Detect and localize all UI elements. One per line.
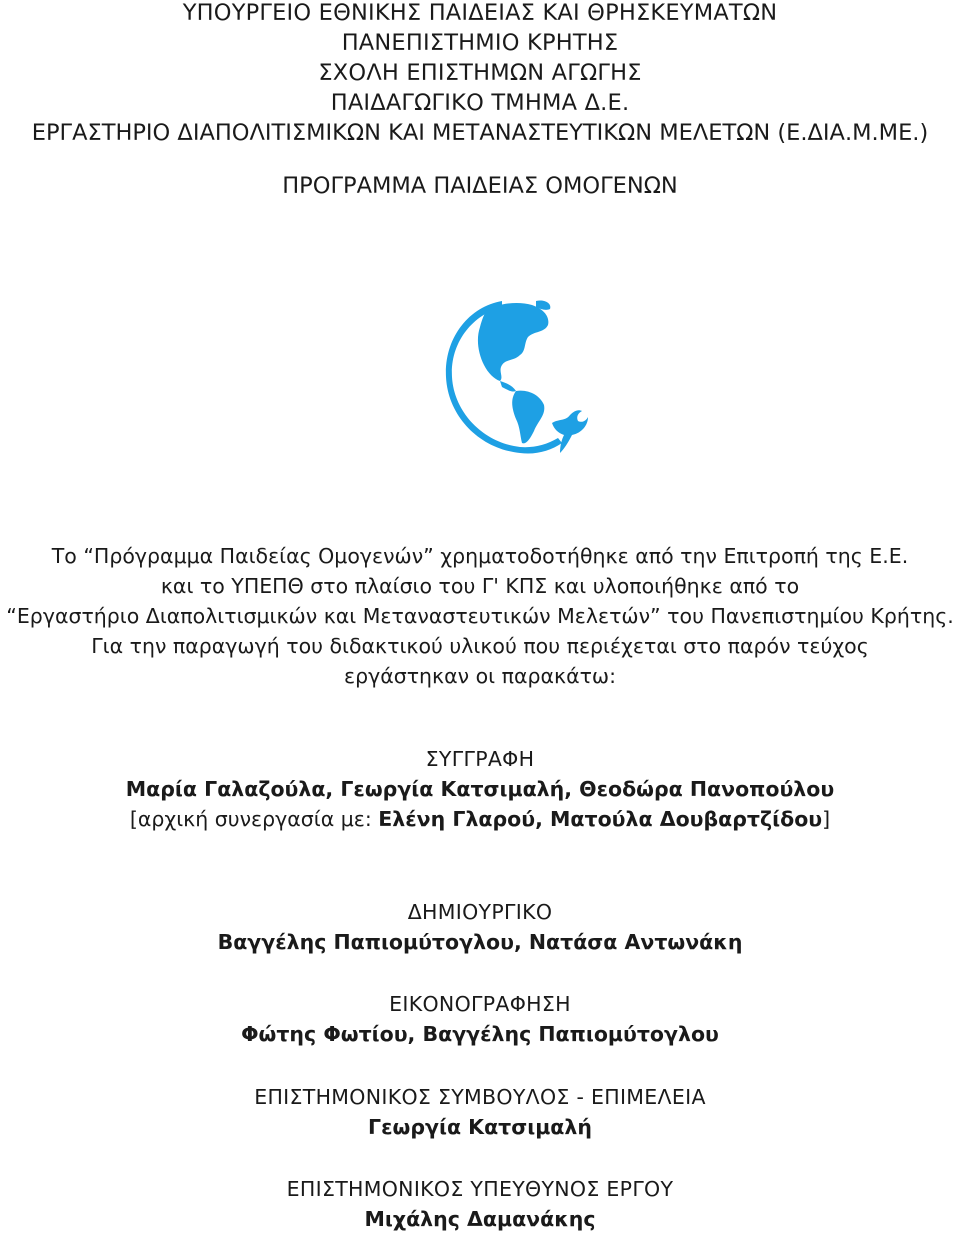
intro-line: εργάστηκαν οι παρακάτω:	[343, 664, 616, 688]
intro-line: και το ΥΠΕΠΘ στο πλαίσιο του Γ' ΚΠΣ και υλοποιήθηκε από το	[160, 574, 800, 598]
collab-names: Ελένη Γλαρού, Ματούλα Δουβαρτζίδου	[378, 807, 823, 831]
intro-line: “Εργαστήριο Διαπολιτισμικών και Μεταναστευτικών Μελετών” του Πανεπιστημίου Κρήτης.	[6, 604, 954, 628]
collaboration-line	[0, 804, 960, 834]
intro-line: Για την παραγωγή του διδακτικού υλικού που περιέχεται στο παρόν τεύχος	[91, 634, 869, 658]
header-laboratory: ΕΡΓΑΣΤΗΡΙΟ ΔΙΑΠΟΛΙΤΙΣΜΙΚΩΝ ΚΑΙ ΜΕΤΑΝΑΣΤΕΥΤΙΚΩΝ ΜΕΛΕΤΩΝ (Ε.ΔΙΑ.Μ.ΜΕ.)	[31, 120, 929, 146]
role-scientific-advisor: ΕΠΙΣΤΗΜΟΝΙΚΟΣ ΣΥΜΒΟΥΛΟΣ - ΕΠΙΜΕΛΕΙΑ	[254, 1085, 706, 1109]
credits-writing	[0, 744, 960, 834]
institution-header	[0, 0, 960, 148]
names-scientific-lead: Μιχάλης Δαμανάκης	[364, 1207, 596, 1231]
header-department: ΠΑΙΔΑΓΩΓΙΚΟ ΤΜΗΜΑ Δ.Ε.	[330, 90, 630, 116]
names-writing: Μαρία Γαλαζούλα, Γεωργία Κατσιμαλή, Θεοδώρα Πανοπούλου	[125, 777, 835, 801]
program-title: ΠΡΟΓΡΑΜΜΑ ΠΑΙΔΕΙΑΣ ΟΜΟΓΕΝΩΝ	[282, 173, 678, 199]
funding-statement	[0, 541, 960, 691]
collab-prefix: [αρχική συνεργασία με:	[129, 807, 379, 831]
globe-logo	[440, 293, 590, 473]
collab-suffix: ]	[822, 807, 831, 831]
globe-with-swallow-icon	[440, 293, 590, 473]
header-university: ΠΑΝΕΠΙΣΤΗΜΙΟ ΚΡΗΤΗΣ	[341, 30, 619, 56]
intro-line: Το “Πρόγραμμα Παιδείας Ομογενών” χρηματοδοτήθηκε από την Επιτροπή της Ε.Ε.	[51, 544, 909, 568]
names-illustration: Φώτης Φωτίου, Βαγγέλης Παπιομύτογλου	[241, 1022, 719, 1046]
role-creative: ΔΗΜΙΟΥΡΓΙΚΟ	[407, 900, 553, 924]
role-scientific-lead: ΕΠΙΣΤΗΜΟΝΙΚΟΣ ΥΠΕΥΘΥΝΟΣ ΕΡΓΟΥ	[286, 1177, 674, 1201]
names-scientific-advisor: Γεωργία Κατσιμαλή	[368, 1115, 592, 1139]
credits-scientific-lead	[0, 1174, 960, 1234]
credits-scientific-advisor	[0, 1082, 960, 1142]
header-ministry: ΥΠΟΥΡΓΕΙΟ ΕΘΝΙΚΗΣ ΠΑΙΔΕΙΑΣ ΚΑΙ ΘΡΗΣΚΕΥΜΑΤΩΝ	[182, 0, 778, 26]
credits-illustration	[0, 989, 960, 1049]
credits-creative	[0, 897, 960, 957]
role-illustration: ΕΙΚΟΝΟΓΡΑΦΗΣΗ	[389, 992, 571, 1016]
role-writing: ΣΥΓΓΡΑΦΗ	[425, 747, 535, 771]
names-creative: Βαγγέλης Παπιομύτογλου, Νατάσα Αντωνάκη	[217, 930, 743, 954]
header-school: ΣΧΟΛΗ ΕΠΙΣΤΗΜΩΝ ΑΓΩΓΗΣ	[318, 60, 642, 86]
